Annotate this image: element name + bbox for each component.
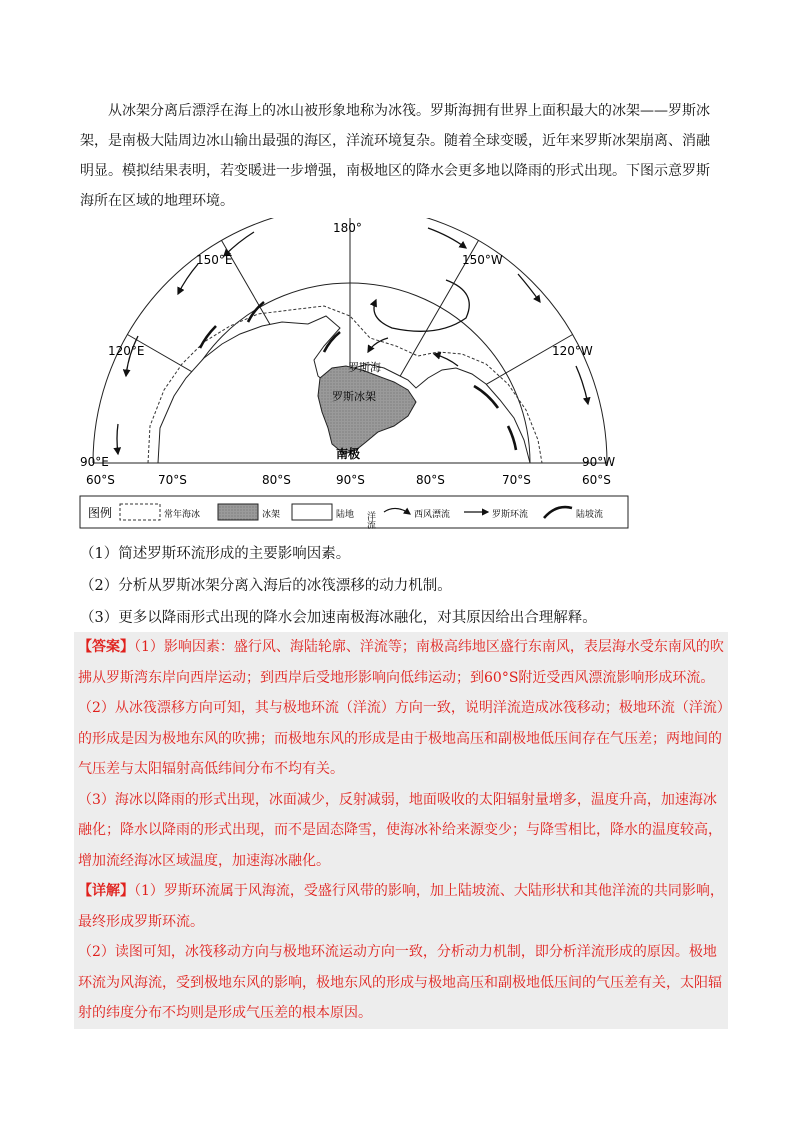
- answer-block: [74, 632, 728, 1029]
- answer-p1-text: （1）影响因素：盛行风、海陆轮廓、洋流等；南极高纬地区盛行东南风，表层海水受东南风的吹拂从罗斯湾东岸向西岸运动；到西岸后受地形影响向低纬运动；到60°S附近受西风漂流影响形成环流。: [78, 639, 724, 686]
- legend-ice-shelf: 冰架: [262, 510, 281, 520]
- lon-90e-label: 90°E: [80, 455, 109, 469]
- legend-ross-gyre: 罗斯环流: [492, 510, 529, 520]
- lon-120e-label: 120°E: [108, 344, 145, 358]
- ross-ice-shelf-label: 罗斯冰架: [332, 390, 376, 403]
- lon-180-label: 180°: [333, 221, 362, 235]
- lon-120w-label: 120°W: [552, 344, 593, 358]
- detail-p1: [78, 876, 724, 937]
- legend-slope-current: 陆坡流: [576, 510, 604, 520]
- answer-p3: （3）海冰以降雨的形式出现，冰面减少，反射减弱，地面吸收的太阳辐射量增多，温度升高，加速海冰融化；降水以降雨的形式出现，而不是固态降雪，使海冰补给来源变少；与降雪相比，降水的温度较高，增加流经海冰区域温度，加速海冰融化。: [78, 791, 722, 869]
- lat-label-1: 70°S: [158, 473, 187, 487]
- lon-90w-label: 90°W: [582, 455, 616, 469]
- question-3: （3）更多以降雨形式出现的降水会加速南极海冰融化，对其原因给出合理解释。: [80, 610, 597, 626]
- ross-sea-label: 罗斯海: [348, 361, 381, 374]
- detail-p2: （2）读图可知，冰筏移动方向与极地环流运动方向一致，分析动力机制，即分析洋流形成的原因。极地环流为风海流，受到极地东风的影响，极地东风的形成与极地高压和副极地低压间的气压差有关，太阳辐射的纬度分布不均则是形成气压差的根本原因。: [78, 944, 722, 1021]
- answer-p1: [78, 632, 724, 693]
- answer-tag: 【答案】: [78, 639, 134, 655]
- lat-label-5: 70°S: [502, 473, 531, 487]
- detail-p1-text: （1）罗斯环流属于风海流，受盛行风带的影响，加上陆坡流、大陆形状和其他洋流的共同影响，最终形成罗斯环流。: [78, 883, 724, 930]
- lat-label-4: 80°S: [416, 473, 445, 487]
- south-pole-label: 南极: [336, 447, 361, 461]
- question-1: （1）简述罗斯环流形成的主要影响因素。: [80, 546, 351, 562]
- ross-sea-map: [78, 218, 638, 530]
- legend-sea-ice: 常年海冰: [164, 510, 201, 520]
- lat-label-2: 80°S: [262, 473, 291, 487]
- intro-paragraph: 从冰架分离后漂浮在海上的冰山被形象地称为冰筏。罗斯海拥有世界上面积最大的冰架——罗斯冰架，是南极大陆周边冰山输出最强的海区，洋流环境复杂。随着全球变暖，近年来罗斯冰架崩离、消融明显。模拟结果表明，若变暖进一步增强，南极地区的降水会更多地以降雨的形式出现。下图示意罗斯海所在区域的地理环境。: [80, 103, 710, 209]
- legend-current-group: 洋流: [365, 511, 375, 529]
- legend-title: 图例: [88, 506, 113, 520]
- lat-label-3: 90°S: [336, 473, 365, 487]
- answer-p2: （2）从冰筏漂移方向可知，其与极地环流（洋流）方向一致，说明洋流造成冰筏移动；极地环流（洋流）的形成是因为极地东风的吹拂；而极地东风的形成是由于极地高压和副极地低压间存在气压差；两地间的气压差与太阳辐射高低纬间分布不均有关。: [78, 700, 724, 777]
- lat-label-0: 60°S: [86, 473, 115, 487]
- question-2: （2）分析从罗斯冰架分离入海后的冰筏漂移的动力机制。: [80, 578, 452, 594]
- legend-land: 陆地: [336, 510, 355, 520]
- lat-label-6: 60°S: [582, 473, 611, 487]
- lon-150w-label: 150°W: [462, 253, 503, 267]
- lon-150e-label: 150°E: [196, 253, 233, 267]
- detail-tag: 【详解】: [78, 883, 134, 899]
- map-legend: [80, 496, 628, 530]
- legend-westwind-drift: 西风漂流: [414, 510, 451, 520]
